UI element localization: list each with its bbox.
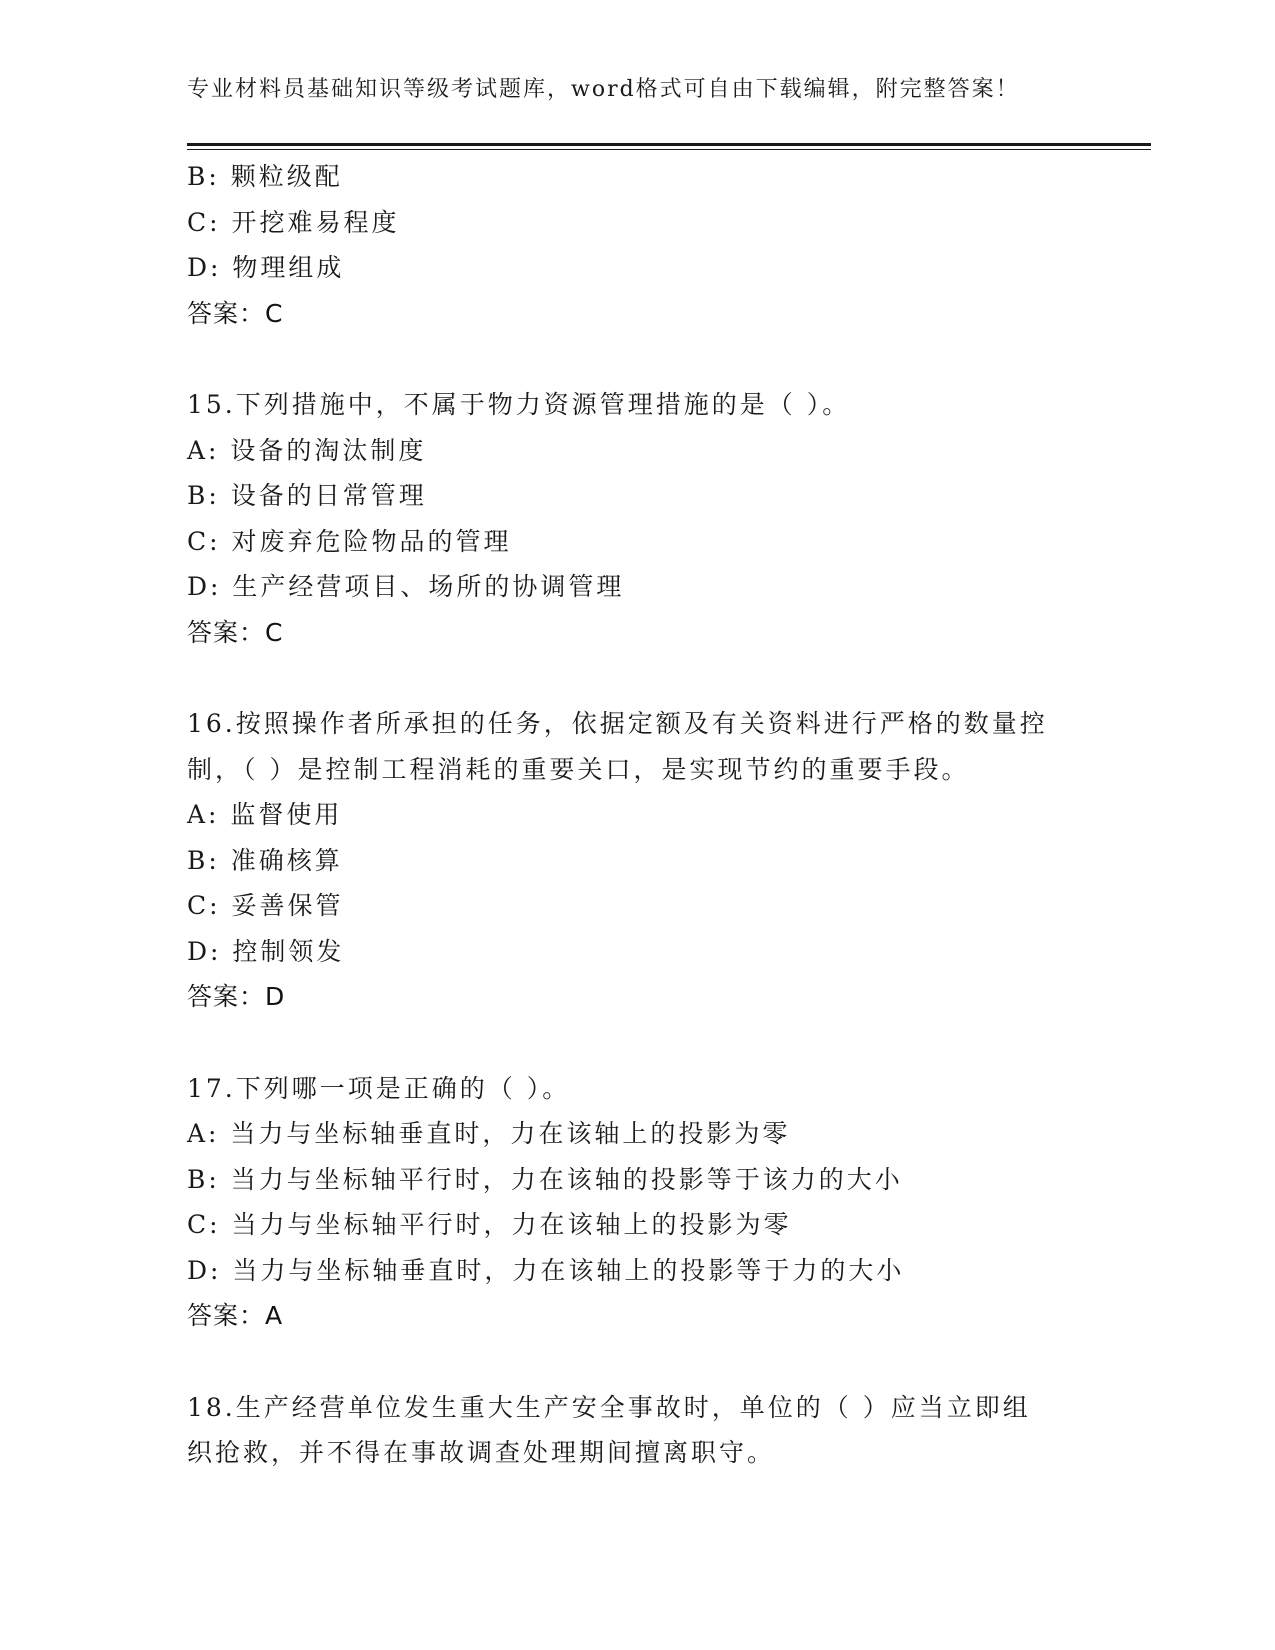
option-b: B: 设备的日常管理 bbox=[187, 481, 427, 510]
question-stem-line-1: 16.按照操作者所承担的任务，依据定额及有关资料进行严格的数量控 bbox=[187, 709, 1048, 738]
question-18 bbox=[187, 1385, 1087, 1476]
option-d: D: 当力与坐标轴垂直时，力在该轴上的投影等于力的大小 bbox=[187, 1255, 905, 1285]
question-stem-line-1: 18.生产经营单位发生重大生产安全事故时，单位的（ ）应当立即组 bbox=[187, 1392, 1031, 1422]
question-stem-line-2: 制，（ ）是控制工程消耗的重要关口，是实现节约的重要手段。 bbox=[187, 754, 970, 784]
header-rule-thick bbox=[187, 143, 1151, 146]
page-header: 专业材料员基础知识等级考试题库，word格式可自由下载编辑，附完整答案！ bbox=[187, 77, 1020, 102]
question-stem: 15.下列措施中，不属于物力资源管理措施的是（ ）。 bbox=[187, 390, 851, 419]
option-c: C: 对废弃危险物品的管理 bbox=[187, 526, 512, 556]
answer-line: 答案：C bbox=[187, 298, 284, 328]
option-a: A: 当力与坐标轴垂直时，力在该轴上的投影为零 bbox=[187, 1119, 791, 1148]
question-stem-line-2: 织抢救，并不得在事故调查处理期间擅离职守。 bbox=[187, 1438, 776, 1467]
option-d: D: 生产经营项目、场所的协调管理 bbox=[187, 572, 625, 601]
option-c: C: 当力与坐标轴平行时，力在该轴上的投影为零 bbox=[187, 1210, 792, 1239]
question-15 bbox=[187, 382, 1087, 655]
question-stem: 17.下列哪一项是正确的（ ）。 bbox=[187, 1073, 571, 1103]
question-16 bbox=[187, 701, 1087, 1020]
question-17 bbox=[187, 1066, 1087, 1339]
option-d: D: 物理组成 bbox=[187, 253, 345, 282]
prev-question-block bbox=[187, 154, 1087, 336]
option-b: B: 颗粒级配 bbox=[187, 162, 343, 191]
option-c: C: 开挖难易程度 bbox=[187, 207, 400, 237]
answer-line: 答案：C bbox=[187, 617, 284, 647]
option-c: C: 妥善保管 bbox=[187, 891, 344, 920]
header-rule-thin bbox=[187, 149, 1151, 150]
document-body bbox=[187, 154, 1087, 1476]
answer-line: 答案：A bbox=[187, 1301, 284, 1330]
option-a: A: 监督使用 bbox=[187, 800, 343, 829]
option-b: B: 准确核算 bbox=[187, 845, 343, 875]
option-d: D: 控制领发 bbox=[187, 936, 345, 966]
answer-line: 答案：D bbox=[187, 982, 286, 1011]
option-b: B: 当力与坐标轴平行时，力在该轴的投影等于该力的大小 bbox=[187, 1164, 903, 1194]
option-a: A: 设备的淘汰制度 bbox=[187, 435, 427, 465]
